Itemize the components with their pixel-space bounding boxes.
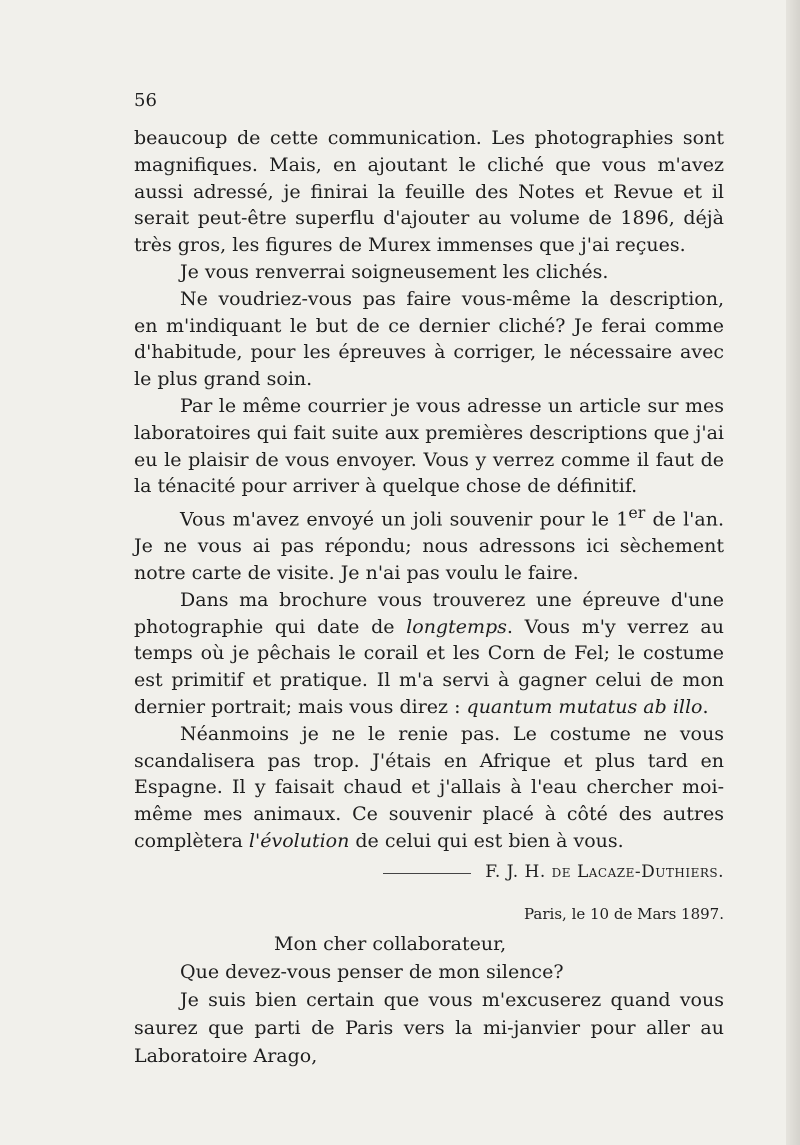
letter2-paragraph-2: Je suis bien certain que vous m'excuserez quand vous saurez que parti de Paris vers la mi-janvier pour aller au Laboratoire Arago, [134, 989, 724, 1067]
paragraph-7: Néanmoins je ne le renie pas. Le costume ne vous scandalisera pas trop. J'étais en Afrique et plus tard en Espagne. Il y faisait chaud et j'allais à l'eau chercher moi-même mes animaux. Ce souvenir placé à côté des autres complètera l'évolution de celui qui est bien à vous. [134, 722, 724, 853]
paragraph-6: Dans ma brochure vous trouverez une épreuve d'une photographie qui date de longtemps. Vous m'y verrez au temps où je pêchais le corail et les Corn de Fel; le costume est primitif et pratique. Il m'a servi à gagner celui de mon dernier portrait; mais vous direz : quantum mutatus ab illo. [134, 588, 724, 719]
letter2-paragraph-1: Que devez-vous penser de mon silence? [180, 961, 564, 983]
signature: F. J. H. de Lacaze-Duthiers. [485, 861, 724, 882]
dateline: Paris, le 10 de Mars 1897. [524, 905, 724, 923]
page-number: 56 [134, 90, 157, 111]
paragraph-1: beaucoup de cette communication. Les photographies sont magnifiques. Mais, en ajoutant le cliché que vous m'avez aussi adressé, je finirai la feuille des Notes et Revue et il serait peut-être superflu d'ajouter au volume de 1896, déjà très gros, les figures de Murex immenses que j'ai reçues. [134, 127, 724, 257]
salutation: Mon cher collaborateur, [274, 933, 507, 955]
section-divider [383, 873, 471, 874]
paragraph-2: Je vous renverrai soigneusement les clichés. [180, 260, 609, 283]
page-edge-shadow [786, 0, 800, 1145]
paragraph-4: Par le même courrier je vous adresse un article sur mes laboratoires qui fait suite aux premières descriptions que j'ai eu le plaisir de vous envoyer. Vous y verrez comme il faut de la ténacité pour arriver à quelque chose de définitif. [134, 394, 724, 498]
paragraph-3: Ne voudriez-vous pas faire vous-même la description, en m'indiquant le but de ce dernier cliché? Je ferai comme d'habitude, pour les épreuves à corriger, le nécessaire avec le plus grand soin. [134, 287, 724, 391]
paragraph-5: Vous m'avez envoyé un joli souvenir pour le 1er de l'an. Je ne vous ai pas répondu; nous adressons ici sèchement notre carte de visite. Je n'ai pas voulu le faire. [134, 503, 725, 585]
letter-body [134, 125, 724, 886]
second-letter [134, 900, 724, 1070]
